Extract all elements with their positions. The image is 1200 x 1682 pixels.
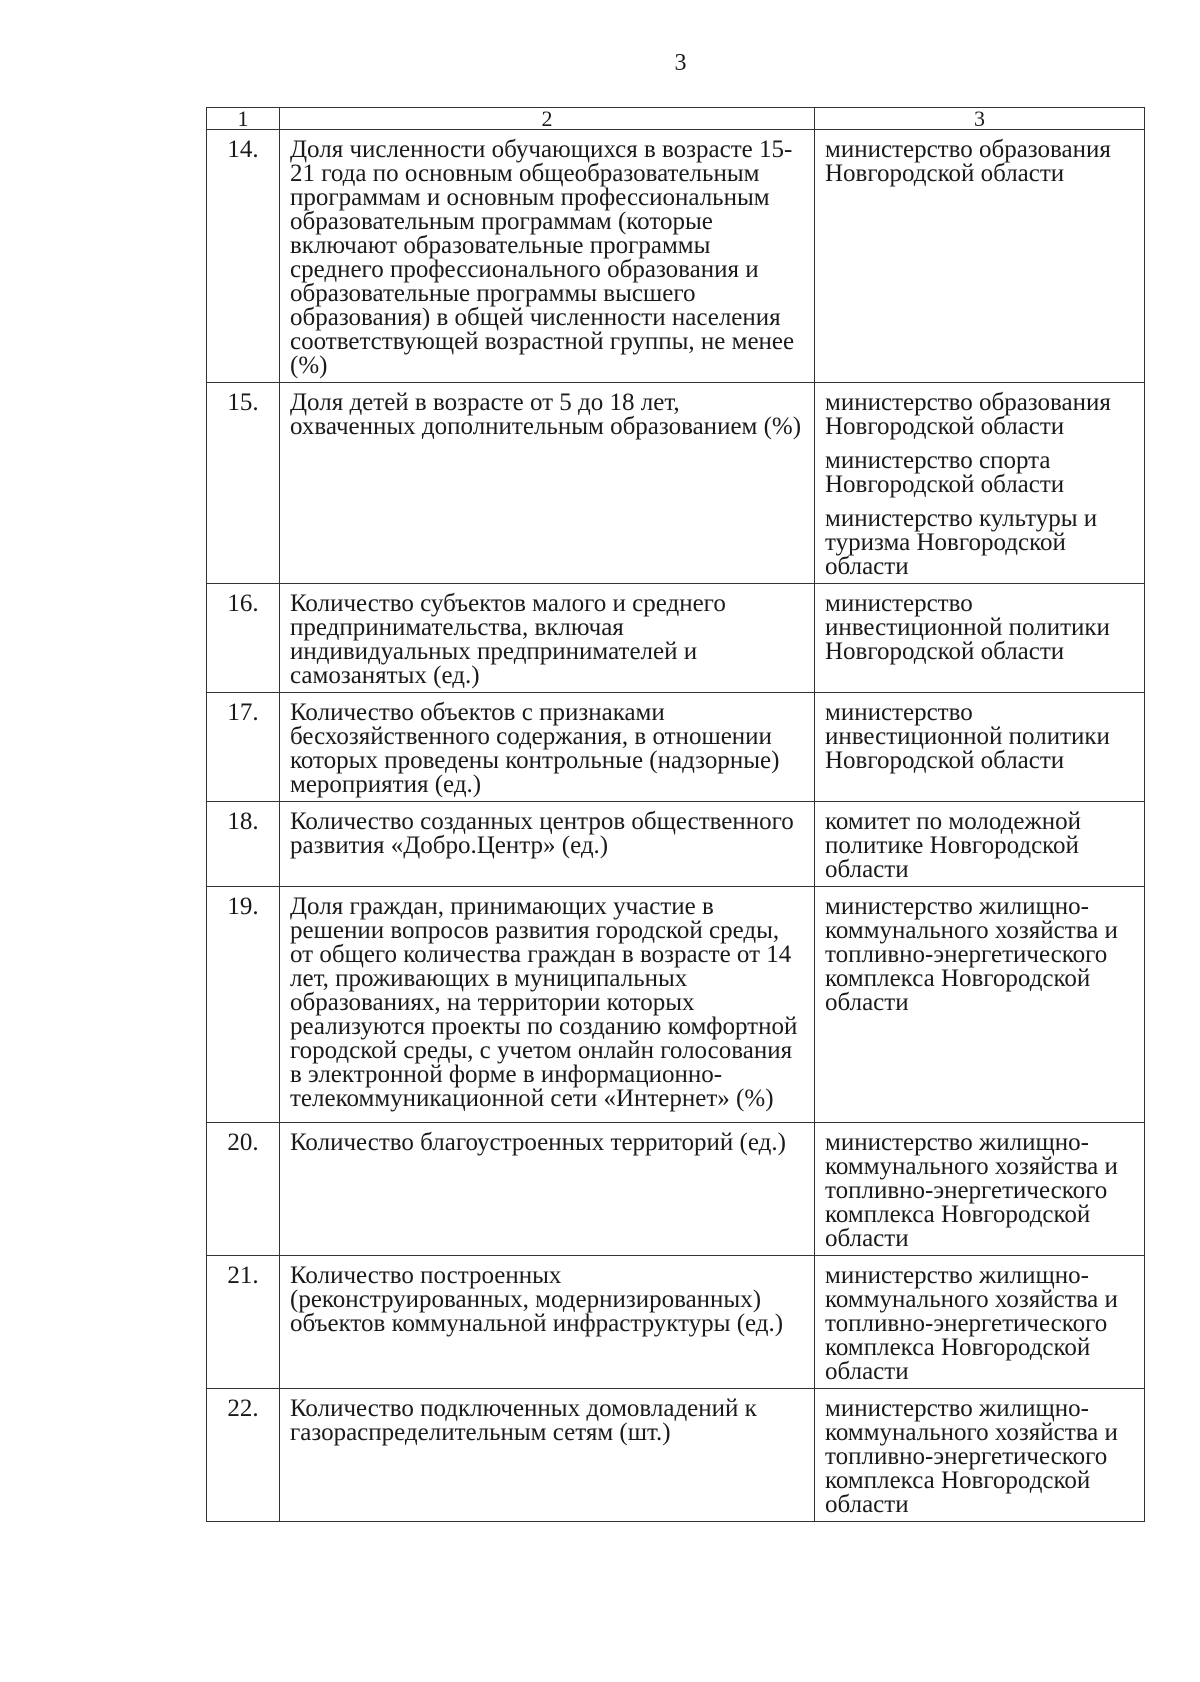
responsible-cell (815, 1256, 1145, 1389)
indicator-text: Количество построенных (реконструированных, модернизированных) объектов коммунальной инфраструктуры (ед.) (280, 1256, 815, 1389)
responsible-body: министерство инвестиционной политики Новгородской области (825, 699, 1110, 774)
responsible-body: министерство жилищно-коммунального хозяйства и топливно-энергетического комплекса Новгородской области (825, 893, 1118, 1016)
table-row (207, 1389, 1145, 1522)
table-row (207, 693, 1145, 802)
table-header-row (207, 108, 1145, 130)
responsible-body: министерство инвестиционной политики Новгородской области (825, 590, 1110, 665)
indicator-text: Количество субъектов малого и среднего предпринимательства, включая индивидуальных предпринимателей и самозанятых (ед.) (280, 584, 815, 693)
row-number: 18. (207, 802, 280, 887)
responsible-body: министерство жилищно-коммунального хозяйства и топливно-энергетического комплекса Новгородской области (825, 1262, 1118, 1385)
responsible-body: министерство образования Новгородской области (825, 389, 1111, 440)
table-row (207, 802, 1145, 887)
indicator-text: Доля детей в возрасте от 5 до 18 лет, охваченных дополнительным образованием (%) (280, 383, 815, 584)
indicator-text: Доля численности обучающихся в возрасте 15-21 года по основным общеобразовательным программам и основным профессиональным образовательным программам (которые включают образовательные программы среднего профессионального образования и образовательные программы высшего образования) в общей численности населения соответствующей возрастной группы, не менее (%) (280, 130, 815, 383)
responsible-cell (815, 1123, 1145, 1256)
indicator-text: Количество объектов с признаками бесхозяйственного содержания, в отношении которых проведены контрольные (надзорные) мероприятия (ед.) (280, 693, 815, 802)
responsible-body: министерство жилищно-коммунального хозяйства и топливно-энергетического комплекса Новгородской области (825, 1395, 1118, 1518)
table-row (207, 1256, 1145, 1389)
row-number: 21. (207, 1256, 280, 1389)
table-row (207, 130, 1145, 383)
table-row (207, 584, 1145, 693)
indicator-text: Количество подключенных домовладений к газораспределительным сетям (шт.) (280, 1389, 815, 1522)
column-header-3: 3 (815, 108, 1145, 130)
responsible-body: министерство спорта Новгородской области (825, 447, 1065, 498)
table-row (207, 887, 1145, 1123)
responsible-cell (815, 130, 1145, 383)
row-number: 15. (207, 383, 280, 584)
responsible-body: министерство образования Новгородской области (825, 136, 1111, 187)
table-body (207, 108, 1145, 1522)
row-number: 22. (207, 1389, 280, 1522)
table-row (207, 1123, 1145, 1256)
responsible-cell (815, 1389, 1145, 1522)
responsible-body: министерство культуры и туризма Новгородской области (825, 505, 1098, 580)
responsible-cell (815, 887, 1145, 1123)
column-header-2: 2 (280, 108, 815, 130)
row-number: 17. (207, 693, 280, 802)
indicators-table (206, 107, 1145, 1522)
row-number: 14. (207, 130, 280, 383)
row-number: 16. (207, 584, 280, 693)
row-number: 19. (207, 887, 280, 1123)
responsible-cell (815, 693, 1145, 802)
indicator-text: Количество созданных центров общественного развития «Добро.Центр» (ед.) (280, 802, 815, 887)
responsible-cell (815, 383, 1145, 584)
responsible-body: комитет по молодежной политике Новгородской области (825, 808, 1082, 883)
responsible-body: министерство жилищно-коммунального хозяйства и топливно-энергетического комплекса Новгородской области (825, 1129, 1118, 1252)
responsible-cell (815, 584, 1145, 693)
indicator-text: Доля граждан, принимающих участие в решении вопросов развития городской среды, от общего количества граждан в возрасте от 14 лет, проживающих в муниципальных образованиях, на территории которых реализуются проекты по созданию комфортной городской среды, с учетом онлайн голосования в электронной форме в информационно-телекоммуникационной сети «Интернет» (%) (280, 887, 815, 1123)
page-number: 3 (674, 50, 688, 76)
row-number: 20. (207, 1123, 280, 1256)
table-row (207, 383, 1145, 584)
column-header-1: 1 (207, 108, 280, 130)
indicator-text: Количество благоустроенных территорий (ед.) (280, 1123, 815, 1256)
responsible-cell (815, 802, 1145, 887)
